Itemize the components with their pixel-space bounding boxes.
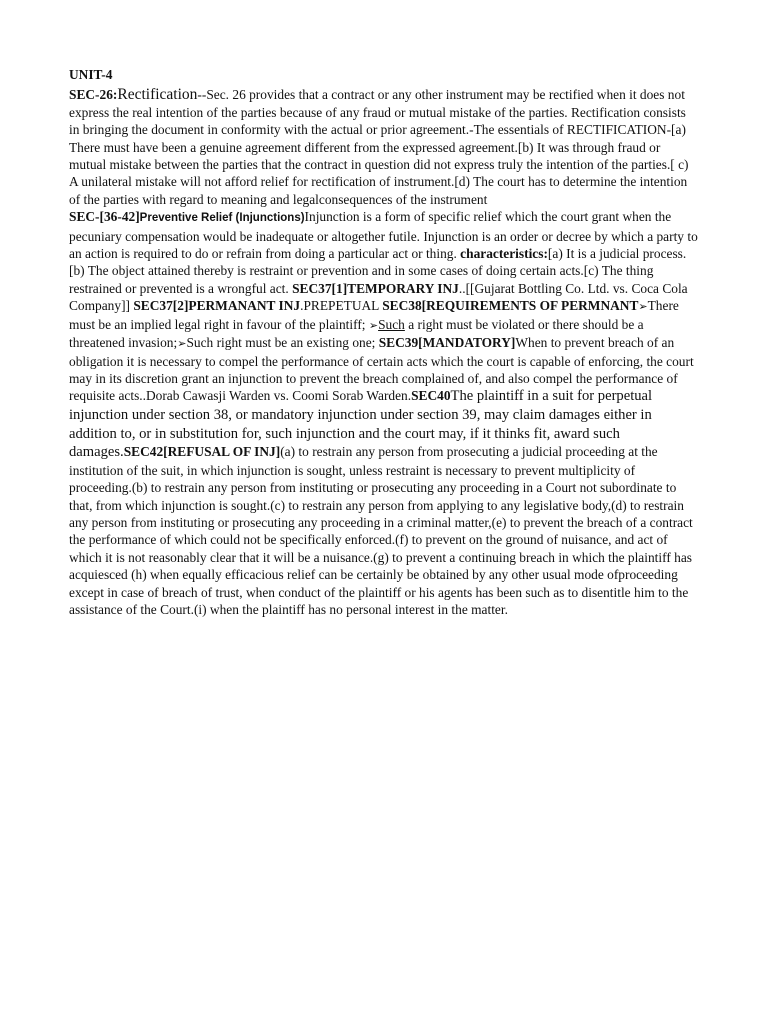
sec38-label: SEC38[REQUIREMENTS OF PERMNANT	[382, 298, 639, 314]
sec39-label: SEC39[MANDATORY]	[378, 335, 516, 351]
sec38-text-3: Such right must be an existing one;	[186, 335, 379, 351]
sec37-1-text: ..[[Gujarat Bottling Co. Ltd. vs. Coca Cola Company]]	[69, 280, 688, 314]
sec36-label: SEC-[36-42]	[69, 209, 140, 225]
sec26-label: SEC-26:	[69, 87, 118, 103]
sec37-2-label: SEC37[2]PERMANANT INJ	[133, 298, 301, 314]
sec38-text-1: There must be an implied legal right in favour of the plaintiff;	[69, 298, 679, 332]
characteristics-label: characteristics:	[460, 246, 548, 262]
document-page	[69, 66, 699, 618]
sec38-text-2: a right must be violated or there should be a threatened invasion;	[69, 316, 644, 351]
sec37-2-text: .PREPETUAL	[300, 298, 383, 314]
sec39-text: When to prevent breach of an obligation it is necessary to compel the performance of certain acts which the court is capable of enforcing, the court may in its discretion grant an injunction to prevent the breach complained of, and also compel the performance of requisite acts..Dorab Cawasji Warden vs. Coomi Sorab Warden.	[69, 335, 694, 404]
arrow-bullet-icon: ➢	[177, 337, 187, 351]
sec42-label: SEC42[REFUSAL OF INJ]	[123, 444, 281, 460]
sec36-heading: Preventive Relief (Injunctions)	[139, 212, 305, 225]
sec36-text-1: Injunction is a form of specific relief which the court grant when the pecuniary compensation would be inadequate or altogether futile. Injunction is an order or decree by which a party to an action is required to do or refrain from doing a particular act or thing.	[69, 209, 698, 262]
arrow-bullet-icon: ➢	[638, 300, 648, 314]
sec26-text: Sec. 26 provides that a contract or any other instrument may be rectified when it does not express the real intention of the parties because of any fraud or mutual mistake of the parties. Rectification consists in bringing the document in conformity with the actual or prior agreement.-The essentials of RECTIFICATION-[a) There must have been a genuine agreement different from the expressed agreement.[b) It was through fraud or mutual mistake between the parties that the contract in question did not express truly the intention of the parties.[ c) A unilateral mistake will not afford relief for rectification of instrument.[d) The court has to determine the intention of the parties with regard to meaning and legalconsequences of the instrument	[69, 87, 689, 207]
sec36-text-2: [a) It is a judicial process.[b) The object attained thereby is restraint or prevention and in some cases of doing certain acts.[c) The thing restrained or prevented is a wrongful act.	[69, 246, 687, 296]
document-body	[69, 86, 699, 618]
sec26-dashes: --	[197, 87, 207, 103]
unit-title: UNIT-4	[69, 67, 113, 82]
sec42-text: (a) to restrain any person from prosecuting a judicial proceeding at the institution of the suit, in which injunction is sought, unless restraint is necessary to prevent multiplicity of proceeding.(b) to restrain any person from instituting or prosecuting any proceeding in a Court not subordinate to that, from which injunction is sought.(c) to restrain any person from applying to any legislative body,(d) to restrain any person from instituting or prosecuting any proceeding in a criminal matter,(e) to prevent the breach of a contract the performance of which could not be specifically enforced.(f) to prevent on the ground of nuisance, and act of which it is not reasonably clear that it will be a nuisance.(g) to prevent a continuing breach in which the plaintiff has acquiesced (h) when equally efficacious relief can be certainly be obtained by any other usual mode ofproceeding except in case of breach of trust, when conduct of the plaintiff or his agents has been such as to disentitle him to the assistance of the Court.(i) when the plaintiff has no personal interest in the matter.	[69, 444, 693, 617]
sec26-heading: Rectification	[117, 86, 198, 104]
arrow-bullet-icon: ➢	[368, 318, 379, 332]
sec38-underlined-word: Such	[378, 316, 405, 332]
sec37-1-label: SEC37[1]TEMPORARY INJ	[292, 280, 459, 296]
sec40-label: SEC40	[411, 388, 451, 404]
sec40-text: The plaintiff in a suit for perpetual injunction under section 38, or mandatory injunction under section 39, may claim damages either in addition to, or in substitution for, such injunction and the court may, if it thinks fit, award such damages.	[69, 388, 653, 461]
